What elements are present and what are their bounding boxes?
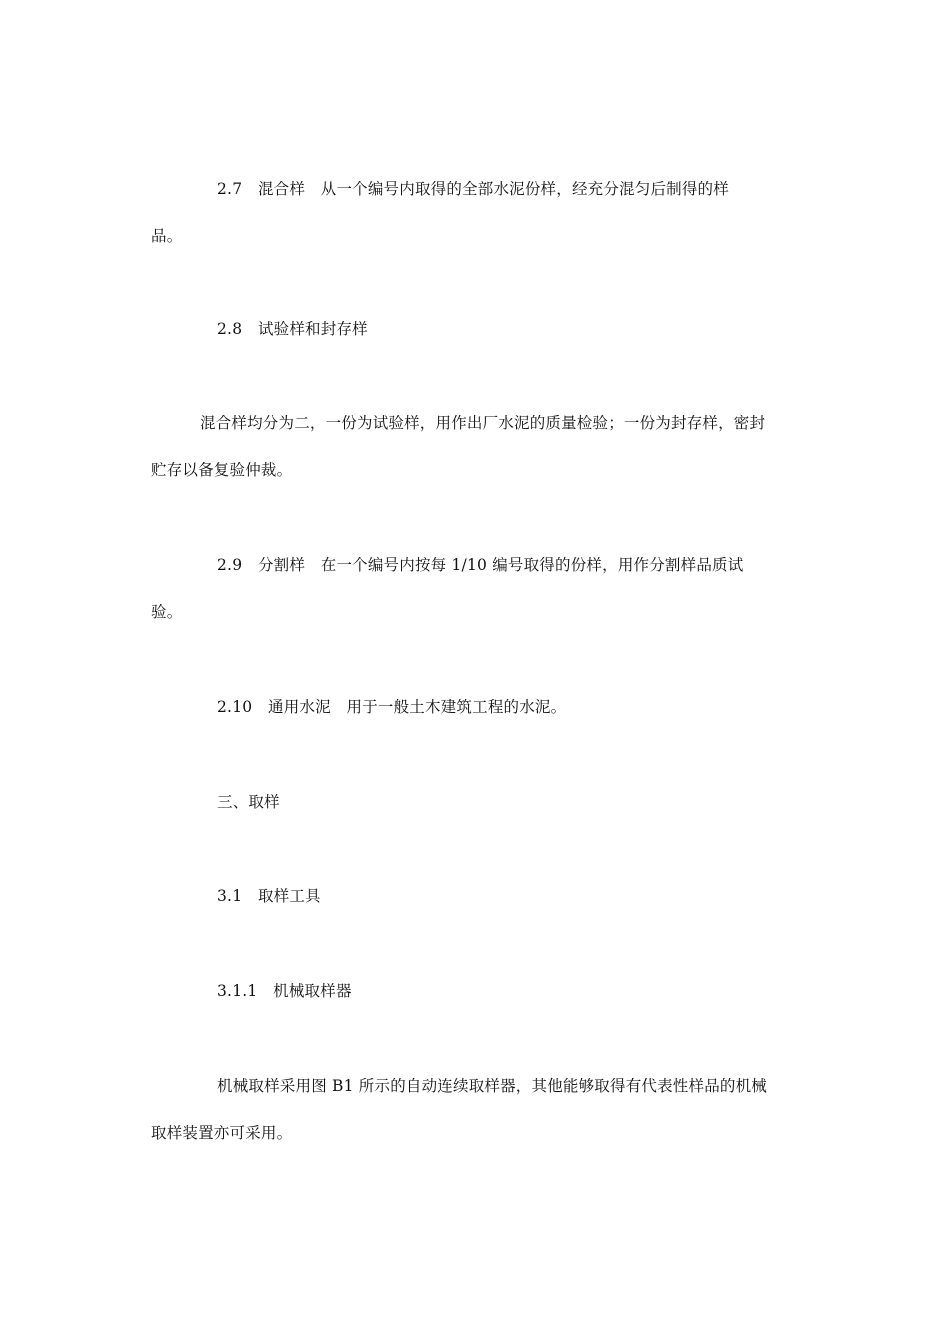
section-2-9-continuation: 验。 (151, 603, 183, 621)
section-2-10-text: 2.10 通用水泥 用于一般土木建筑工程的水泥。 (217, 698, 567, 716)
section-2-7-continuation: 品。 (151, 227, 183, 245)
section-3-heading: 三、取样 (217, 793, 280, 811)
section-2-9-text: 2.9 分割样 在一个编号内按每 1/10 编号取得的份样，用作分割样品质试 (217, 556, 744, 574)
section-3-1-1-text: 机械取样采用图 B1 所示的自动连续取样器，其他能够取得有代表性样品的机械 (217, 1077, 768, 1095)
section-2-7-text: 2.7 混合样 从一个编号内取得的全部水泥份样，经充分混匀后制得的样 (217, 180, 729, 198)
section-3-1-heading: 3.1 取样工具 (217, 887, 321, 905)
section-3-1-1-heading: 3.1.1 机械取样器 (217, 982, 352, 1000)
section-2-8-heading: 2.8 试验样和封存样 (217, 320, 368, 338)
section-2-8-continuation: 贮存以备复验仲裁。 (151, 461, 293, 479)
section-2-8-text: 混合样均分为二，一份为试验样，用作出厂水泥的质量检验；一份为封存样，密封 (200, 414, 766, 432)
section-3-1-1-continuation: 取样装置亦可采用。 (151, 1124, 293, 1142)
